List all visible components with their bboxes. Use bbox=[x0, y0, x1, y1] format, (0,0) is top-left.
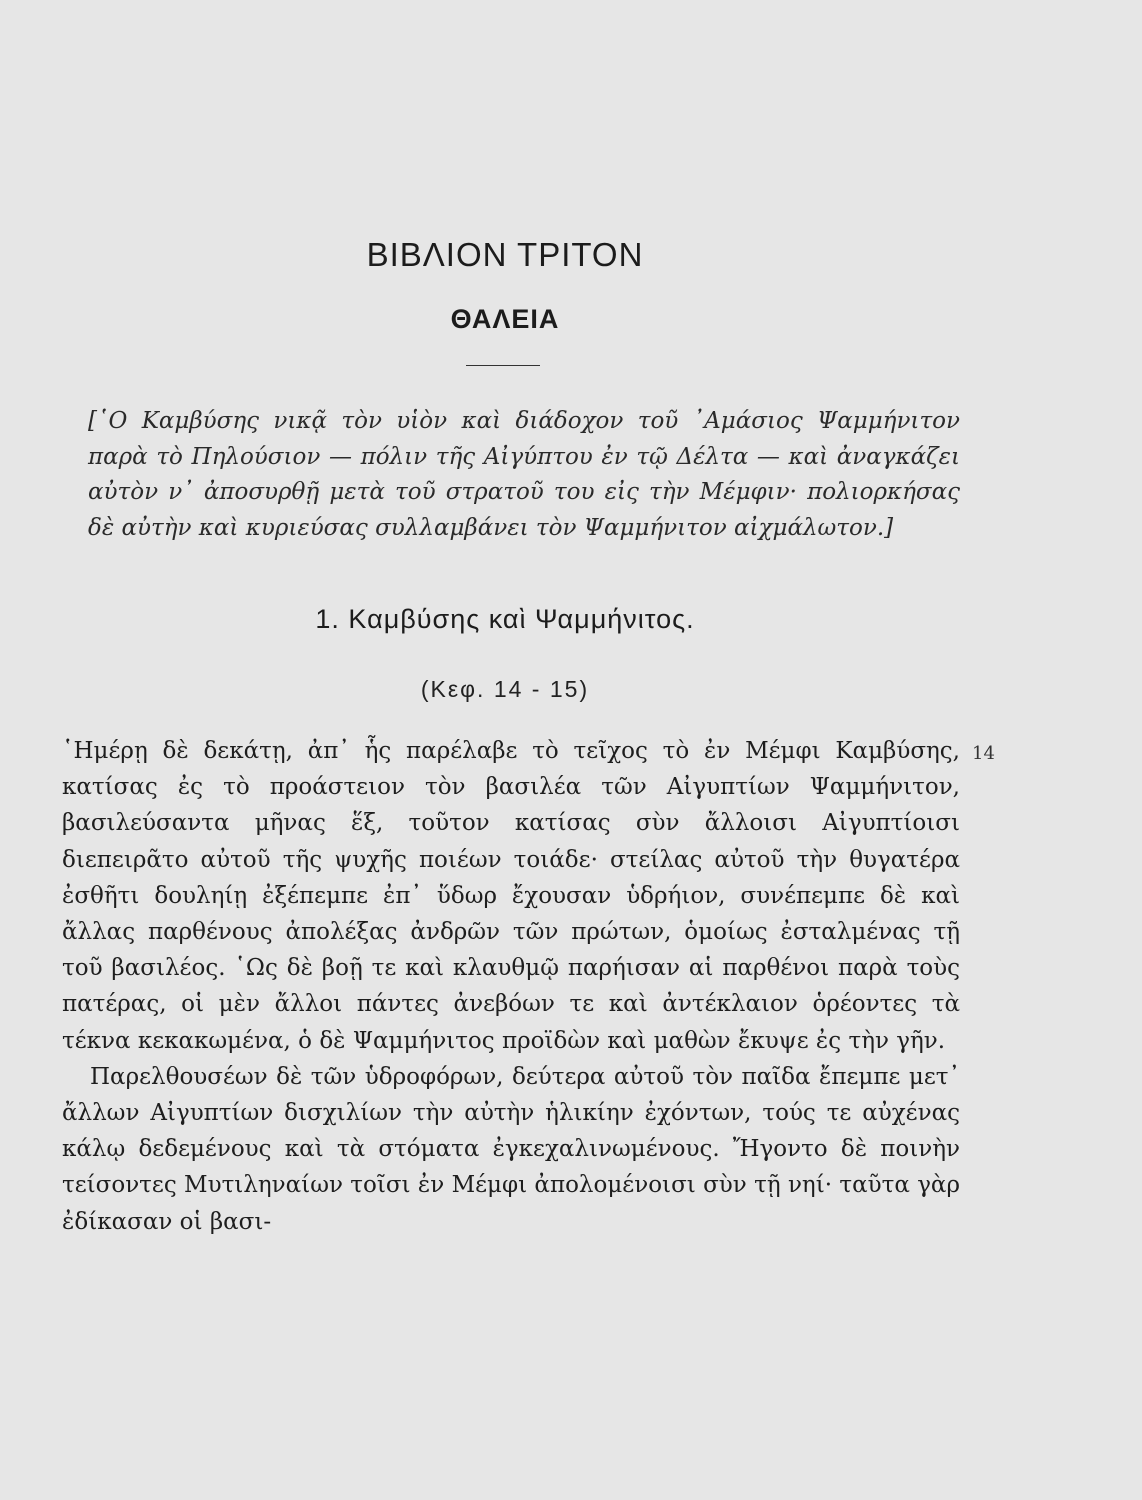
paragraph: Παρελθουσέων δὲ τῶν ὑδροφόρων, δεύτερα αὐτοῦ τὸν παῖδα ἔπεμπε μετ᾿ ἄλλων Αἰγυπτίων δισχιλίων τὴν αὐτὴν ἡλικίην ἐχόντων, τούς τε αὐχένας κάλῳ δεδεμένους καὶ τὰ στόματα ἐγκεχαλινωμένους. Ἤγοντο δὲ ποινὴν τείσοντες Μυτιληναίων τοῖσι ἐν Μέμφι ἀπολομένοισι σὺν τῇ νηί· ταῦτα γὰρ ἐδίκασαν οἱ βασι- bbox=[62, 1063, 960, 1235]
section-heading: 1. Καμβύσης καὶ Ψαμμήνιτος. bbox=[315, 604, 695, 634]
title-divider bbox=[466, 365, 540, 366]
margin-chapter-number: 14 bbox=[972, 743, 995, 764]
book-subtitle: ΘΑΛΕΙΑ bbox=[450, 304, 560, 334]
chapter-reference: (Κεφ. 14 - 15) bbox=[420, 676, 590, 702]
book-title: ΒΙΒΛΙΟΝ ΤΡΙΤΟΝ bbox=[366, 236, 644, 273]
chapter-summary: [῾Ο Καμβύσης νικᾷ τὸν υἱὸν καὶ διάδοχον τοῦ ᾿Αμάσιος Ψαμμήνιτον παρὰ τὸ Πηλούσιον — πόλιν τῆς Αἰγύπτου ἐν τῷ Δέλτα — καὶ ἀναγκάζει αὐτὸν ν᾿ ἀποσυρθῇ μετὰ τοῦ στρατοῦ του εἰς τὴν Μέμφιν· πολιορκήσας δὲ αὐτὴν καὶ κυριεύσας συλλαμβάνει τὸν Ψαμμήνιτον αἰχμάλωτον.] bbox=[88, 408, 960, 541]
paragraph: ῾Ημέρῃ δὲ δεκάτῃ, ἀπ᾿ ἧς παρέλαβε τὸ τεῖχος τὸ ἐν Μέμφι Καμβύσης, κατίσας ἐς τὸ προάστειον τὸν βασιλέα τῶν Αἰγυπτίων Ψαμμήνιτον, βασιλεύσαντα μῆνας ἕξ, τοῦτον κατίσας σὺν ἄλλοισι Αἰγυπτίοισι διεπειρᾶτο αὐτοῦ τῆς ψυχῆς ποιέων τοιάδε· στείλας αὐτοῦ τὴν θυγατέρα ἐσθῆτι δουληίῃ ἐξέπεμπε ἐπ᾿ ὕδωρ ἔχουσαν ὑδρήιον, συνέπεμπε δὲ καὶ ἄλλας παρθένους ἀπολέξας ἀνδρῶν τῶν πρώτων, ὁμοίως ἐσταλμένας τῇ τοῦ βασιλέος. ῾Ως δὲ βοῇ τε καὶ κλαυθμῷ παρήισαν αἱ παρθένοι παρὰ τοὺς πατέρας, οἱ μὲν ἄλλοι πάντες ἀνεβόων τε καὶ ἀντέκλαιον ὁρέοντες τὰ τέκνα κεκακωμένα, ὁ δὲ Ψαμμήνιτος προϊδὼν καὶ μαθὼν ἔκυψε ἐς τὴν γῆν. bbox=[62, 738, 960, 1054]
body-text bbox=[62, 733, 960, 1240]
